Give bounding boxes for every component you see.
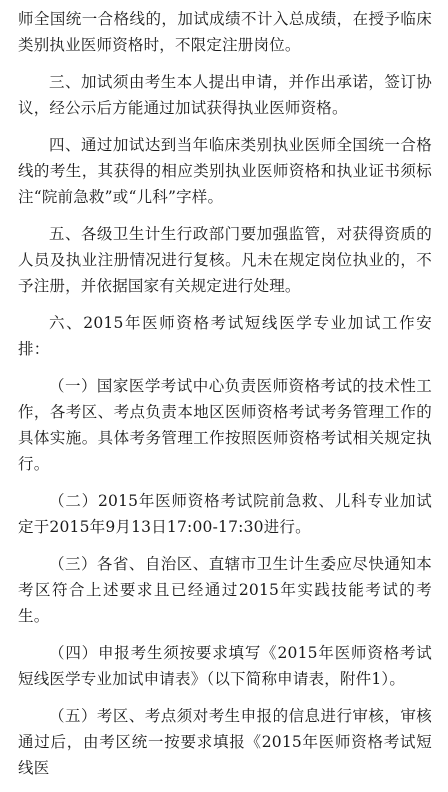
document-body: [18, 6, 432, 792]
paragraph-item-3: （三）各省、自治区、直辖市卫生计生委应尽快通知本考区符合上述要求且已经通过2015年实践技能考试的考生。: [18, 555, 432, 625]
paragraph-section-6-heading: 六、2015年医师资格考试短线医学专业加试工作安排：: [18, 314, 432, 358]
paragraph-1: 师全国统一合格线的，加试成绩不计入总成绩，在授予临床类别执业医师资格时，不限定注册岗位。: [18, 10, 432, 54]
paragraph-section-5: 五、各级卫生计生行政部门要加强监管，对获得资质的人员及执业注册情况进行复核。凡未在规定岗位执业的，不予注册，并依据国家有关规定进行处理。: [18, 225, 432, 295]
paragraph-item-5: （五）考区、考点须对考生申报的信息进行审核，审核通过后，由考区统一按要求填报《2015年医师资格考试短线医: [18, 707, 432, 777]
paragraph-section-4: 四、通过加试达到当年临床类别执业医师全国统一合格线的考生，其获得的相应类别执业医师资格和执业证书须标注“院前急救”或“儿科”字样。: [18, 136, 432, 206]
paragraph-section-3: 三、加试须由考生本人提出申请，并作出承诺，签订协议，经公示后方能通过加试获得执业医师资格。: [18, 73, 432, 117]
paragraph-item-1: （一）国家医学考试中心负责医师资格考试的技术性工作，各考区、考点负责本地区医师资格考试考务管理工作的具体实施。具体考务管理工作按照医师资格考试相关规定执行。: [18, 377, 432, 473]
paragraph-item-2: （二）2015年医师资格考试院前急救、儿科专业加试定于2015年9月13日17:00-17:30进行。: [18, 492, 432, 536]
paragraph-item-4: （四）申报考生须按要求填写《2015年医师资格考试短线医学专业加试申请表》（以下简称申请表，附件1）。: [18, 644, 432, 688]
